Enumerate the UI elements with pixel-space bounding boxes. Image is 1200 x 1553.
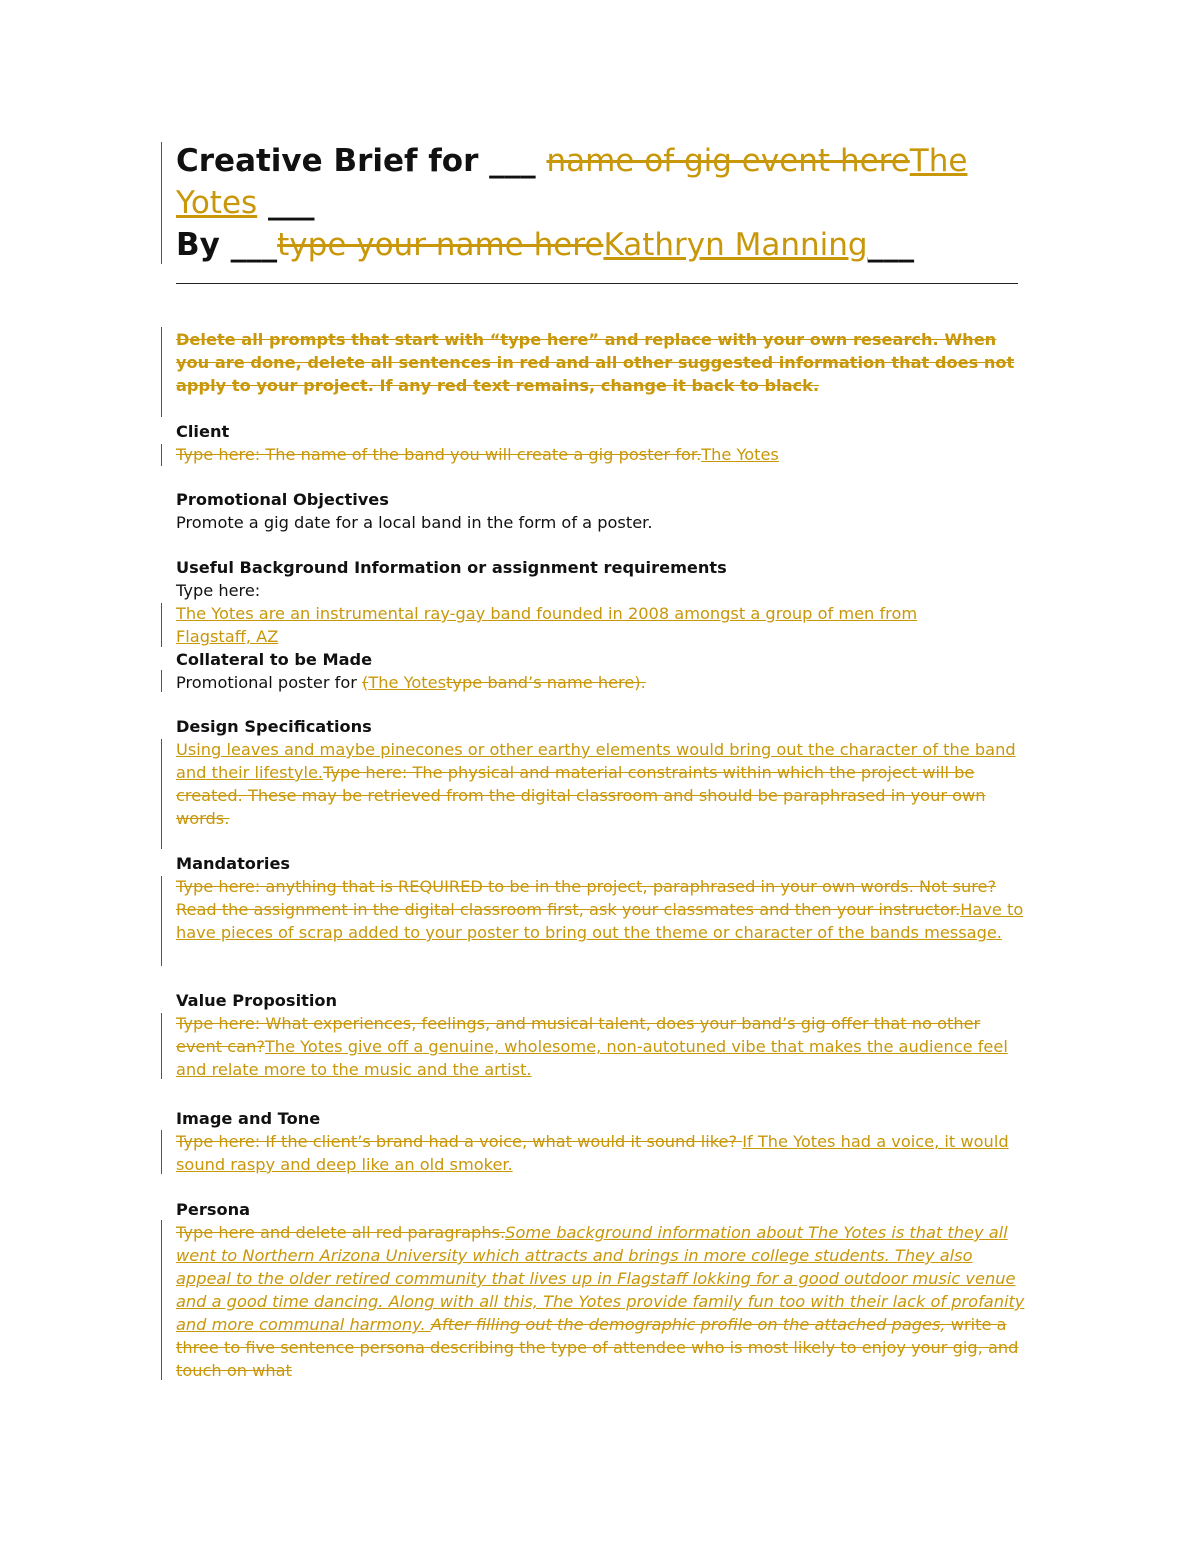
collateral-deleted: type band’s name here). xyxy=(446,673,646,692)
client-heading: Client xyxy=(176,422,230,441)
title-name-inserted: Kathryn Manning xyxy=(603,227,868,263)
title-prefix: Creative Brief for ___ xyxy=(176,143,547,179)
persona-deleted-italic: After filling out the demographic profile on the attached pages, xyxy=(430,1315,946,1334)
instructions-text: Delete all prompts that start with “type here” and replace with your own research. When you are done, delete all sentences in red and all other suggested information that does not apply to your project. If any red text remains, change it back to black. xyxy=(176,330,1015,395)
design-inserted: Using leaves and maybe pinecones or other earthy elements would bring out the character of the band and their lifestyle. xyxy=(176,740,1016,782)
title-event-inserted: The Yotes xyxy=(176,143,968,221)
change-bar xyxy=(161,1013,162,1079)
persona-body xyxy=(176,1221,1026,1382)
objectives-text: Promote a gig date for a local band in the form of a poster. xyxy=(176,513,653,532)
background-inserted: The Yotes are an instrumental ray-gay band founded in 2008 amongst a group of men from Flagstaff, AZ xyxy=(176,604,918,646)
title-name-deleted: type your name here xyxy=(277,227,604,263)
value-deleted: Type here: What experiences, feelings, and musical talent, does your band’s gig offer that no other event can? xyxy=(176,1014,981,1056)
design-section xyxy=(176,715,1026,830)
persona-section xyxy=(176,1198,1026,1382)
background-body xyxy=(176,602,996,648)
image-tone-heading: Image and Tone xyxy=(176,1109,321,1128)
change-bar xyxy=(161,327,162,417)
collateral-heading: Collateral to be Made xyxy=(176,650,373,669)
collateral-deleted-paren: ( xyxy=(362,673,369,692)
change-bar xyxy=(161,142,162,264)
change-bar xyxy=(161,1130,162,1174)
change-bar xyxy=(161,739,162,849)
collateral-body xyxy=(176,671,1026,694)
persona-deleted-tail: write a three to five sentence persona describing the type of attendee who is most likely to enjoy your gig, and touch on what xyxy=(176,1315,1019,1380)
client-inserted: The Yotes xyxy=(701,445,779,464)
design-heading: Design Specifications xyxy=(176,717,372,736)
persona-inserted: Some background information about The Yotes is that they all went to Northern Arizona University which attracts and brings in more college students. They also appeal to the older retired community that lives up in Flagstaff lokking for a good outdoor music venue and a good time dancing. Along with all this, The Yotes provide family fun too with their lack of profanity and more communal harmony. xyxy=(176,1223,1025,1334)
value-section xyxy=(176,989,1026,1081)
client-deleted: Type here: The name of the band you will create a gig poster for. xyxy=(176,445,702,464)
title-event-suffix: ___ xyxy=(257,185,315,221)
background-label: Type here: xyxy=(176,581,261,600)
mandatories-body xyxy=(176,875,1026,944)
mandatories-heading: Mandatories xyxy=(176,854,291,873)
design-body xyxy=(176,738,1021,830)
change-bar xyxy=(161,876,162,966)
title-rule xyxy=(176,283,1018,284)
value-inserted: The Yotes give off a genuine, wholesome, non-autotuned vibe that makes the audience feel and relate more to the music and the artist. xyxy=(176,1037,1008,1079)
image-tone-deleted: Type here: If the client’s brand had a voice, what would it sound like? xyxy=(176,1132,743,1151)
objectives-section xyxy=(176,488,1026,534)
value-heading: Value Proposition xyxy=(176,991,338,1010)
mandatories-section xyxy=(176,852,1026,944)
change-bar xyxy=(161,444,162,466)
change-bar xyxy=(161,1220,162,1380)
collateral-inserted: The Yotes xyxy=(368,673,447,692)
document-title xyxy=(176,140,1026,266)
background-heading: Useful Background Information or assignment requirements xyxy=(176,558,727,577)
persona-deleted: Type here and delete all red paragraphs. xyxy=(176,1223,506,1242)
title-event-deleted: name of gig event here xyxy=(546,143,910,179)
change-bar xyxy=(161,670,162,692)
image-tone-inserted: If The Yotes had a voice, it would sound raspy and deep like an old smoker. xyxy=(176,1132,1009,1174)
mandatories-inserted: Have to have pieces of scrap added to your poster to bring out the theme or character of the bands message. xyxy=(176,900,1024,942)
image-tone-section xyxy=(176,1107,1026,1176)
persona-heading: Persona xyxy=(176,1200,251,1219)
title-by-prefix: By ___ xyxy=(176,227,278,263)
collateral-text: Promotional poster for xyxy=(176,673,363,692)
client-body xyxy=(176,443,1026,466)
client-section xyxy=(176,420,1026,466)
mandatories-deleted: Type here: anything that is REQUIRED to be in the project, paraphrased in your own words. Not sure? Read the assignment in the digital classroom first, ask your classmates and then your instructor. xyxy=(176,877,997,919)
change-bar xyxy=(161,603,162,647)
design-deleted: Type here: The physical and material constraints within which the project will be created. These may be retrieved from the digital classroom and should be paraphrased in your own words. xyxy=(176,763,986,828)
title-name-suffix: ___ xyxy=(867,227,915,263)
instructions-paragraph xyxy=(176,328,1026,397)
objectives-heading: Promotional Objectives xyxy=(176,490,389,509)
collateral-section xyxy=(176,648,1026,694)
background-section xyxy=(176,556,1026,648)
value-body xyxy=(176,1012,1021,1081)
image-tone-body xyxy=(176,1130,1026,1176)
